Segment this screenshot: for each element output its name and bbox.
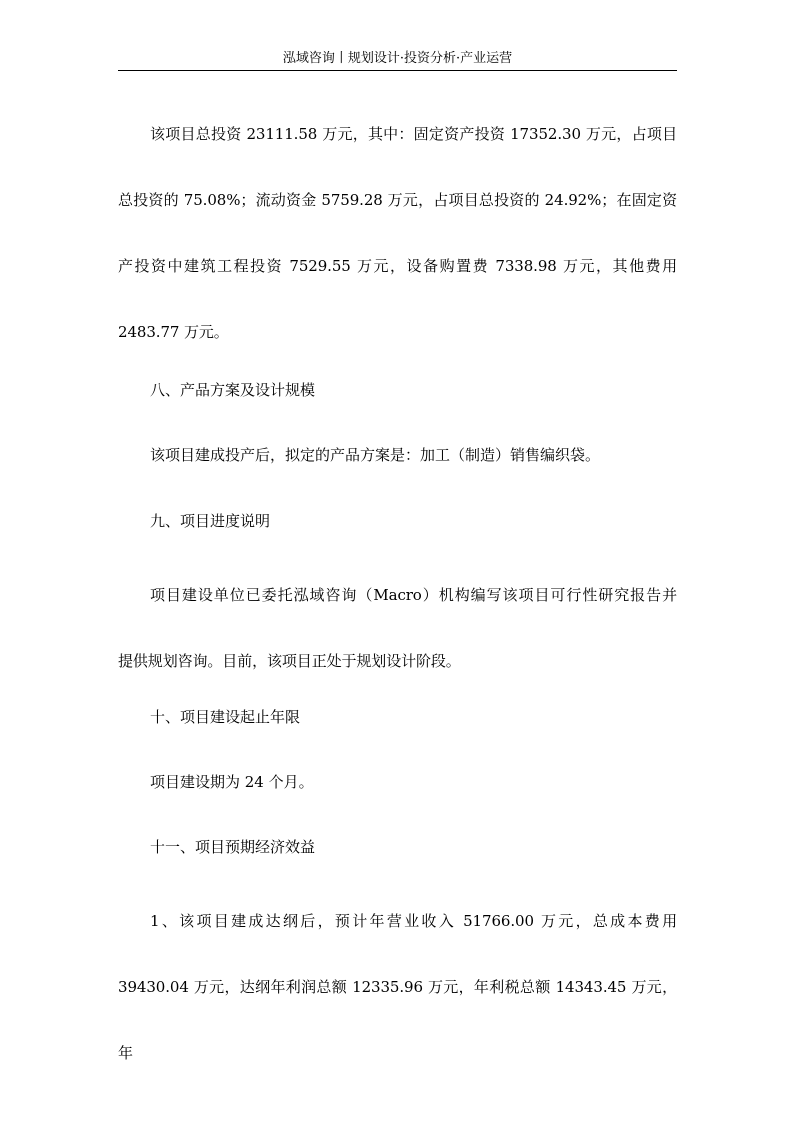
section-8-text: 该项目建成投产后，拟定的产品方案是：加工（制造）销售编织袋。 <box>150 446 601 464</box>
investment-line-3: 产投资中建筑工程投资 7529.55 万元，设备购置费 7338.98 万元，其他费用 <box>118 257 677 275</box>
section-11-line-1: 1、该项目建成达纲后，预计年营业收入 51766.00 万元，总成本费用 <box>150 912 677 930</box>
section-11-line-2: 39430.04 万元，达纲年利润总额 12335.96 万元，年利税总额 14343.45 万元，年 <box>118 978 677 1062</box>
section-9-line-2: 提供规划咨询。目前，该项目正处于规划设计阶段。 <box>118 652 461 670</box>
investment-line-2: 总投资的 75.08%；流动资金 5759.28 万元，占项目总投资的 24.92%；在固定资 <box>118 191 677 209</box>
section-11-heading: 十一、项目预期经济效益 <box>150 838 316 856</box>
investment-line-4: 2483.77 万元。 <box>118 323 229 341</box>
header-title: 泓域咨询丨规划设计·投资分析·产业运营 <box>282 51 513 66</box>
section-8-heading: 八、产品方案及设计规模 <box>150 381 316 399</box>
investment-line-1: 该项目总投资 23111.58 万元，其中：固定资产投资 17352.30 万元，占项目 <box>150 125 677 143</box>
section-9-heading: 九、项目进度说明 <box>150 512 271 530</box>
section-10-text: 项目建设期为 24 个月。 <box>150 773 314 791</box>
page-header <box>118 50 677 71</box>
section-9-line-1: 项目建设单位已委托泓域咨询（Macro）机构编写该项目可行性研究报告并 <box>150 586 677 604</box>
section-10-heading: 十、项目建设起止年限 <box>150 708 301 726</box>
